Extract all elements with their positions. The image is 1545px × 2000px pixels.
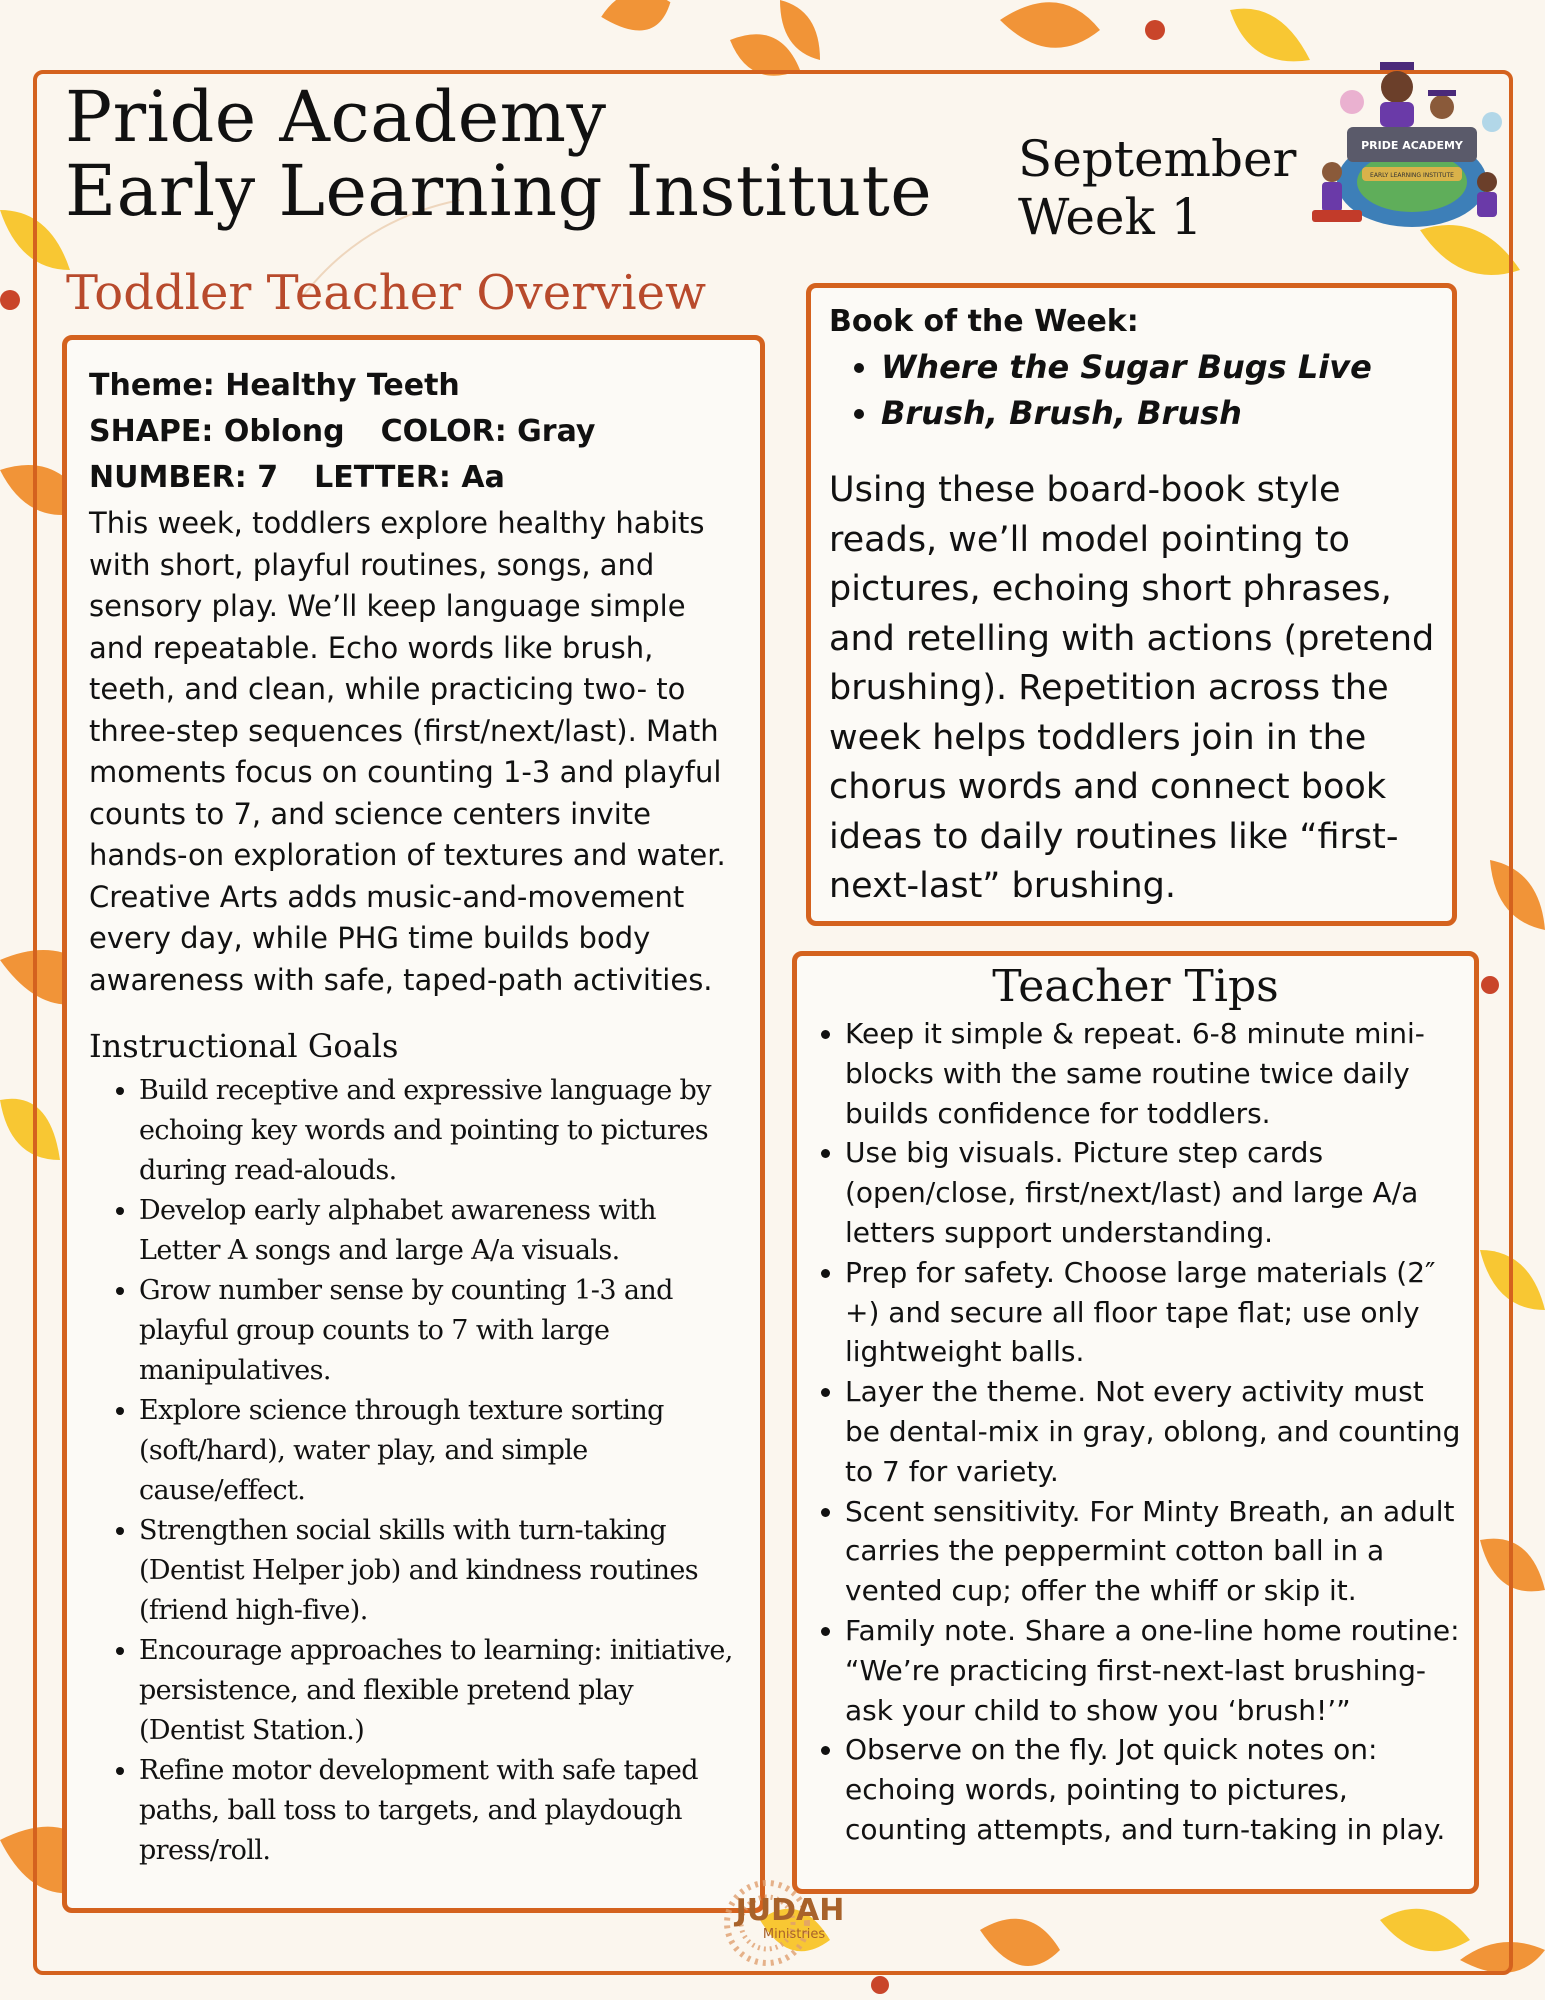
shape-color-line — [89, 409, 740, 455]
letter-label: LETTER: Aa — [314, 460, 505, 495]
book-item: • Brush, Brush, Brush — [881, 390, 1438, 436]
month-label: September — [1018, 130, 1297, 188]
logo-ribbon-text: EARLY LEARNING INSTITUTE — [1370, 172, 1454, 179]
title-line-1: Pride Academy — [65, 76, 607, 158]
goal-item: • Explore science through texture sorting (soft/hard), water play, and simple cause/effect. — [139, 1391, 740, 1511]
page-title — [65, 76, 933, 232]
tip-item: • Prep for safety. Choose large materials (2″ +) and secure all floor tape flat; use only lightweight balls. — [845, 1253, 1462, 1372]
teacher-tips-box — [792, 951, 1479, 1894]
goal-item: • Develop early alphabet awareness with Letter A songs and large A/a visuals. — [139, 1191, 740, 1271]
page-subtitle: Toddler Teacher Overview — [66, 265, 707, 321]
tip-item: • Scent sensitivity. For Minty Breath, an adult carries the peppermint cotton ball in a vented cup; offer the whiff or skip it. — [845, 1492, 1462, 1611]
tip-item: • Family note. Share a one-line home routine: “We’re practicing first-next-last brushing-ask your child to show you ‘brush!’” — [845, 1611, 1462, 1730]
date-block — [1018, 130, 1296, 246]
tips-list — [809, 1014, 1462, 1850]
shape-label: SHAPE: Oblong — [89, 414, 345, 449]
tips-heading: Teacher Tips — [992, 961, 1279, 1012]
pride-academy-logo — [1292, 32, 1522, 242]
color-label: COLOR: Gray — [380, 414, 596, 449]
judah-sub: Ministries — [762, 1927, 826, 1942]
tip-item: • Observe on the fly. Jot quick notes on: echoing words, pointing to pictures, counting attempts, and turn-taking in play. — [845, 1730, 1462, 1849]
book-paragraph: Using these board-book style reads, we’ll model pointing to pictures, echoing short phrases, and retelling with actions (pretend brushing). Repetition across the week helps toddlers join in the chorus words and connect book ideas to daily routines like “first-next-last” brushing. — [829, 470, 1435, 906]
goal-item: • Encourage approaches to learning: initiative, persistence, and flexible pretend play (Dentist Station.) — [139, 1631, 740, 1751]
goals-heading: Instructional Goals — [89, 1027, 399, 1065]
judah-ministries-logo — [712, 1858, 862, 1988]
logo-banner-text: PRIDE ACADEMY — [1361, 139, 1463, 152]
goal-item: • Grow number sense by counting 1-3 and playful group counts to 7 with large manipulatives. — [139, 1271, 740, 1391]
book-of-week-box — [806, 283, 1457, 926]
overview-paragraph: This week, toddlers explore healthy habits with short, playful routines, songs, and sensory play. We’ll keep language simple and repeatable. Echo words like brush, teeth, and clean, while practicing two- to three-step sequences (first/next/last). Math moments focus on counting 1-3 and playful counts to 7, and science centers invite hands-on exploration of textures and water. Creative Arts adds music-and-movement every day, while PHG time builds body awareness with safe, taped-path activities. — [89, 506, 726, 997]
book-heading: Book of the Week: — [829, 304, 1139, 339]
title-line-2: Early Learning Institute — [65, 150, 933, 232]
goal-item: • Refine motor development with safe taped paths, ball toss to targets, and playdough press/roll. — [139, 1751, 740, 1871]
tip-item: • Layer the theme. Not every activity must be dental-mix in gray, oblong, and counting to 7 for variety. — [845, 1372, 1462, 1491]
goal-item: • Build receptive and expressive language by echoing key words and pointing to pictures during read-alouds. — [139, 1071, 740, 1191]
week-label: Week 1 — [1018, 188, 1203, 246]
number-letter-line — [89, 455, 740, 501]
tip-item: • Keep it simple & repeat. 6-8 minute mini-blocks with the same routine twice daily builds confidence for toddlers. — [845, 1014, 1462, 1133]
tip-item: • Use big visuals. Picture step cards (open/close, first/next/last) and large A/a letters support understanding. — [845, 1133, 1462, 1252]
theme-label: Theme: Healthy Teeth — [89, 368, 460, 403]
book-list — [829, 344, 1438, 436]
goals-list — [89, 1071, 740, 1871]
book-item: • Where the Sugar Bugs Live — [881, 344, 1438, 390]
goal-item: • Strengthen social skills with turn-taking (Dentist Helper job) and kindness routines (friend high-five). — [139, 1511, 740, 1631]
overview-box — [62, 335, 765, 1913]
judah-name: JUDAH — [735, 1893, 845, 1928]
number-label: NUMBER: 7 — [89, 460, 279, 495]
